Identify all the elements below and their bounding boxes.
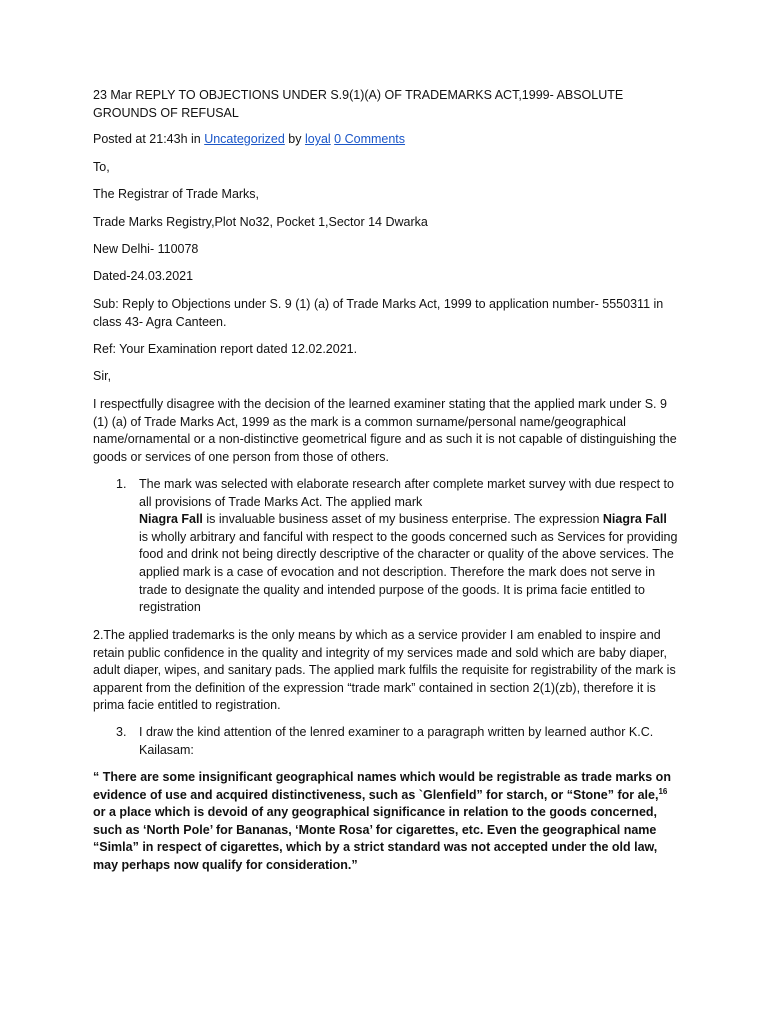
quote-text-a: “ There are some insignificant geographical names which would be registrable as trade marks on evidence of use and acquired distinctiveness, such as `Glenfield” for starch, or “Stone” for ale,: [93, 770, 671, 802]
city-line: New Delhi- 110078: [93, 242, 199, 256]
point-2-paragraph: 2.The applied trademarks is the only means by which as a service provider I am enabled to inspire and retain public confidence in the quality and integrity of my services made and sold which are baby diaper, adult diaper, wipes, and sanitary pads. The applied mark fulfils the requisite for registrability of the mark is apparent from the definition of the expression “trade mark” contained in section 2(1)(zb), therefore it is prima facie entitled to registration.: [93, 628, 676, 713]
point-1-number: 1.: [116, 477, 127, 491]
point-3-number: 3.: [116, 725, 127, 739]
mark-name: Niagra Fall: [139, 512, 203, 527]
post-title: 23 Mar REPLY TO OBJECTIONS UNDER S.9(1)(A) OF TRADEMARKS ACT,1999- ABSOLUTE GROUNDS OF REFUSAL: [93, 88, 624, 120]
point-3-text: I draw the kind attention of the lenred examiner to a paragraph written by learned author K.C. Kailasam:: [139, 725, 654, 757]
point-1-intro: The mark was selected with elaborate research after complete market survey with due respect to all provisions of Trade Marks Act. The applied mark: [139, 477, 674, 509]
subject-line: Sub: Reply to Objections under S. 9 (1) (a) of Trade Marks Act, 1999 to application number- 5550311 in class 43- Agra Canteen.: [93, 297, 664, 329]
intro-paragraph: I respectfully disagree with the decision of the learned examiner stating that the applied mark under S. 9 (1) (a) of Trade Marks Act, 1999 as the mark is a common surname/personal name/geographical name/ornamental or a non-distinctive geometrical figure and as such it is not capable of distinguishing the goods or services of one person from those of others.: [93, 397, 677, 464]
author-link[interactable]: loyal: [304, 132, 331, 146]
point-1-body-b: is wholly arbitrary and fanciful with respect to the goods concerned such as Services for providing food and drink not being directly descriptive of the character or quality of the above services. The applied mark is a case of evocation and not description. Therefore the mark does not serve in trade to designate the quality and intended purpose of the goods. It is prima facie entitled to registration: [139, 529, 678, 615]
category-link[interactable]: Uncategorized: [204, 132, 285, 146]
point-1-text: [139, 476, 679, 617]
salutation: Sir,: [93, 369, 112, 383]
quote-text-b: or a place which is devoid of any geographical significance in relation to the goods concerned, such as ‘North Pole’ for Bananas, ‘Monte Rosa’ for cigarettes, etc. Even the geographical name “Simla” in respect of cigarettes, which by a strict standard was not accepted under the old law, may perhaps now qualify for consideration.”: [93, 805, 658, 872]
posted-at-text: Posted at 21:43h in: [93, 132, 205, 146]
comments-link[interactable]: 0 Comments: [334, 132, 406, 146]
addressee: The Registrar of Trade Marks,: [93, 187, 260, 201]
point-1-body: [139, 511, 679, 617]
dated-line: Dated-24.03.2021: [93, 269, 194, 283]
post-meta: [93, 131, 678, 149]
to-line: To,: [93, 160, 110, 174]
mark-name-2: Niagra Fall: [602, 512, 667, 527]
reference-line: Ref: Your Examination report dated 12.02.2021.: [93, 342, 358, 356]
address-line: Trade Marks Registry,Plot No32, Pocket 1,Sector 14 Dwarka: [93, 215, 428, 229]
by-text: by: [284, 132, 305, 146]
quote-paragraph: [93, 769, 678, 875]
footnote-marker: 16: [658, 786, 668, 796]
point-1-body-a: is invaluable business asset of my business enterprise. The expression: [202, 512, 603, 527]
